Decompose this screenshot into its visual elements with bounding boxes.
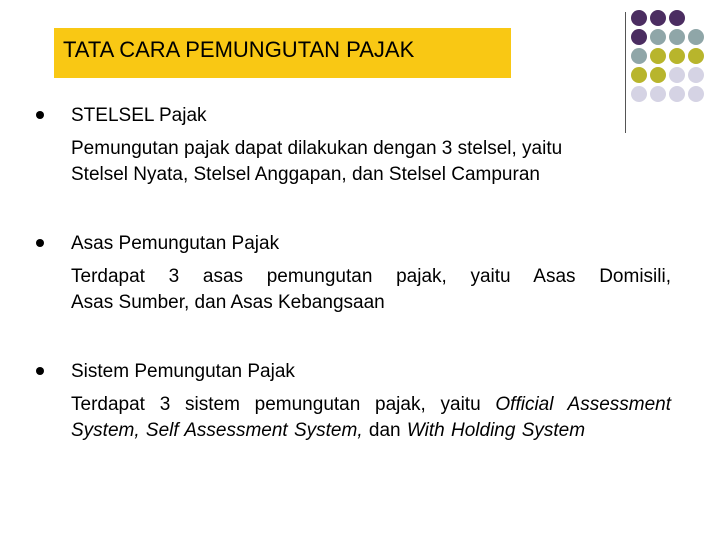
item-heading: STELSEL Pajak: [71, 105, 207, 126]
system-name-self: Self Assessment System,: [145, 420, 363, 441]
decorative-dot-grid: [631, 10, 711, 110]
decorative-dot: [650, 67, 666, 83]
item-description-line: Stelsel Nyata, Stelsel Anggapan, dan Stelsel Campuran: [71, 164, 540, 185]
decorative-dot: [688, 86, 704, 102]
decorative-dot: [650, 86, 666, 102]
decorative-dot: [631, 29, 647, 45]
decorative-dot: [631, 86, 647, 102]
decorative-dot: [688, 29, 704, 45]
system-name-official: Official Assessment System,: [71, 394, 671, 441]
slide-title: TATA CARA PEMUNGUTAN PAJAK: [63, 37, 415, 62]
decorative-dot: [669, 10, 685, 26]
item-heading: Asas Pemungutan Pajak: [71, 233, 280, 254]
decorative-dot: [650, 48, 666, 64]
decorative-divider-line: [625, 12, 626, 133]
bullet-icon: [36, 367, 44, 375]
decorative-dot: [650, 10, 666, 26]
bullet-icon: [36, 239, 44, 247]
item-description-line: Terdapat 3 asas pemungutan pajak, yaitu Asas Domisili,: [71, 266, 671, 287]
bullet-icon: [36, 111, 44, 119]
decorative-dot: [631, 48, 647, 64]
item-description: [71, 264, 671, 316]
decorative-dot: [688, 48, 704, 64]
decorative-dot: [669, 67, 685, 83]
decorative-dot: [688, 67, 704, 83]
decorative-dot: [631, 67, 647, 83]
item-description-text: Terdapat 3 sistem pemungutan pajak, yaitu: [71, 394, 481, 415]
item-description-line: Asas Sumber, dan Asas Kebangsaan: [71, 292, 385, 313]
decorative-dot: [631, 10, 647, 26]
decorative-dot: [669, 86, 685, 102]
item-description-conjunction: dan: [368, 420, 401, 441]
item-description: [71, 392, 671, 444]
item-description-line: Pemungutan pajak dapat dilakukan dengan 3 stelsel, yaitu: [71, 138, 563, 159]
item-heading: Sistem Pemungutan Pajak: [71, 361, 295, 382]
slide-title-box: [54, 28, 511, 78]
system-name-withholding: With Holding System: [406, 420, 586, 441]
decorative-dot: [669, 29, 685, 45]
decorative-dot: [669, 48, 685, 64]
item-description: [71, 136, 671, 188]
decorative-dot: [650, 29, 666, 45]
